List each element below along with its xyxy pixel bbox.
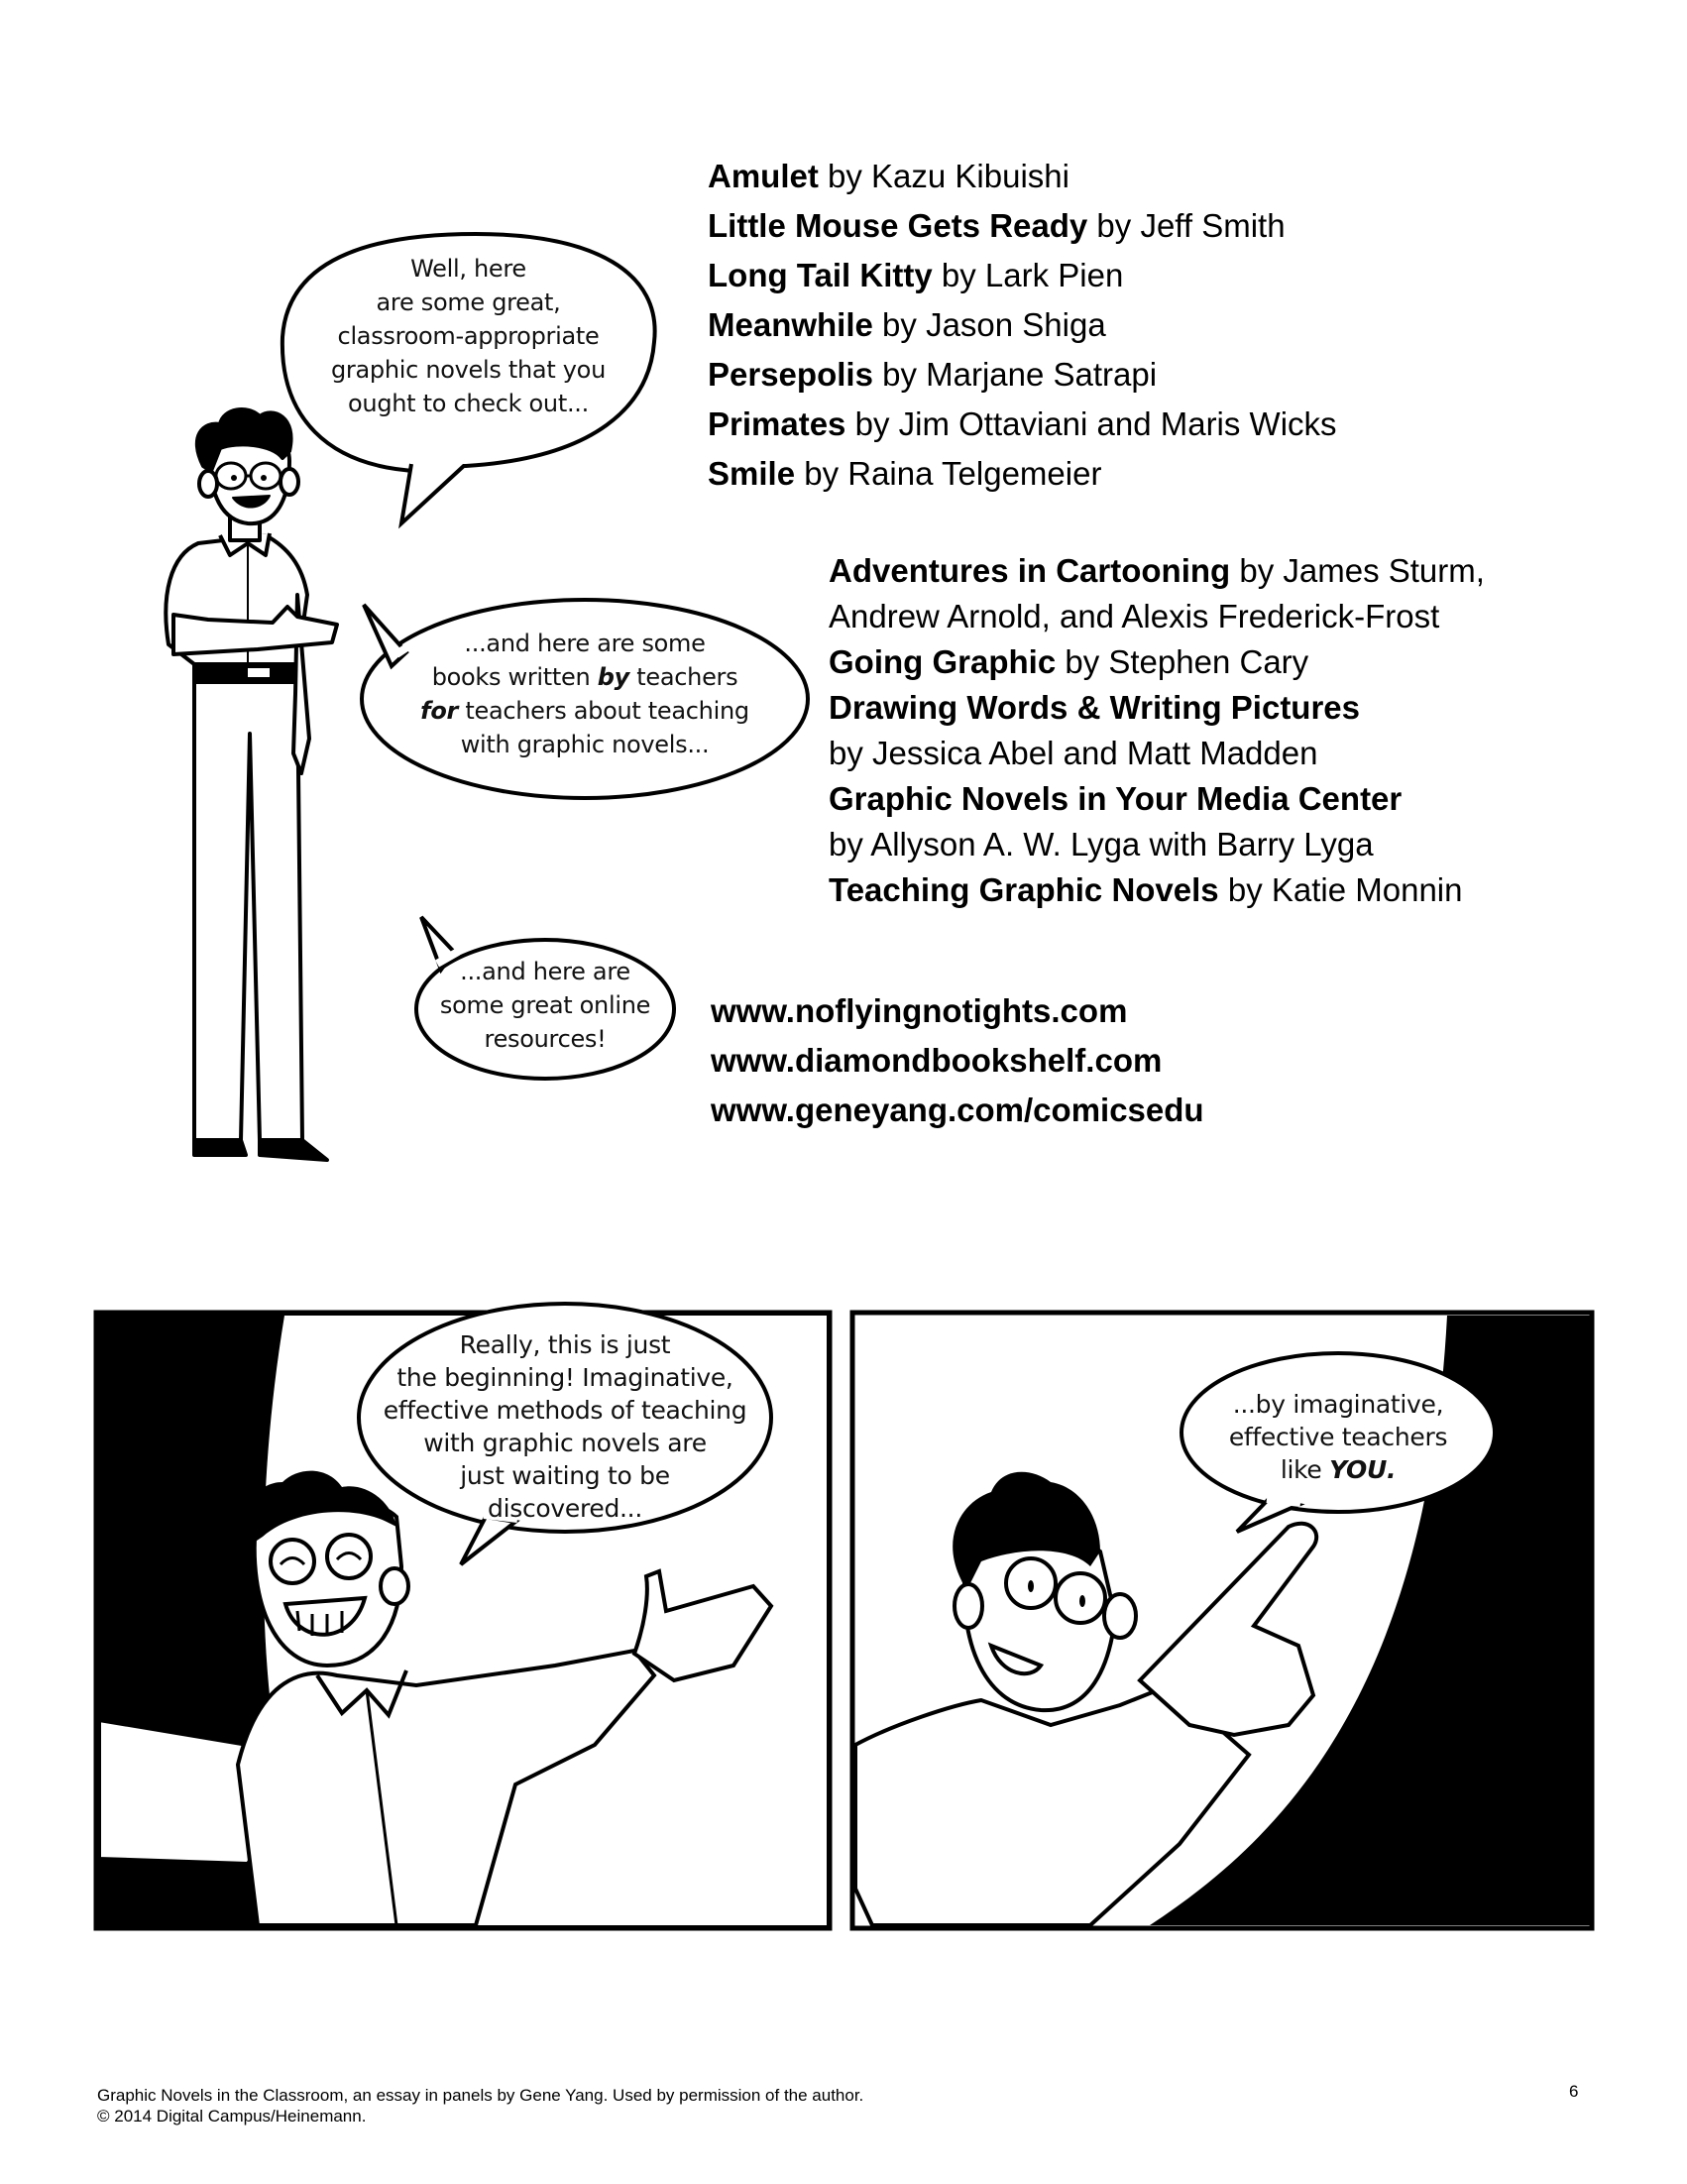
bubble-line: books written by teachers bbox=[431, 663, 738, 691]
list-item: Adventures in Cartooning by James Sturm, bbox=[829, 552, 1485, 589]
speech-bubble-2-text bbox=[372, 627, 798, 761]
bubble-line: ...and here are some bbox=[464, 630, 706, 657]
list-item: Amulet by Kazu Kibuishi bbox=[708, 158, 1069, 194]
bubble-line: with graphic novels... bbox=[460, 731, 710, 758]
list-item: Persepolis by Marjane Satrapi bbox=[708, 356, 1158, 393]
list-item: Drawing Words & Writing Pictures bbox=[829, 689, 1361, 726]
bubble-line: with graphic novels are bbox=[423, 1429, 707, 1457]
list-item: Little Mouse Gets Ready by Jeff Smith bbox=[708, 207, 1286, 244]
list-item-continuation: by Allyson A. W. Lyga with Barry Lyga bbox=[829, 826, 1374, 862]
list-item: Long Tail Kitty by Lark Pien bbox=[708, 257, 1124, 293]
list-item: Smile by Raina Telgemeier bbox=[708, 455, 1102, 492]
list-item: Teaching Graphic Novels by Katie Monnin bbox=[829, 871, 1463, 908]
bubble-line: resources! bbox=[484, 1025, 607, 1053]
resource-link[interactable]: www.geneyang.com/comicsedu bbox=[711, 1092, 1204, 1128]
bubble-line: ...by imaginative, bbox=[1232, 1390, 1444, 1419]
list-item: Going Graphic by Stephen Cary bbox=[829, 643, 1309, 680]
bubble-line: discovered... bbox=[488, 1494, 642, 1523]
bubble-line: for teachers about teaching bbox=[420, 697, 749, 725]
resource-link[interactable]: www.diamondbookshelf.com bbox=[711, 1042, 1163, 1079]
teacher-character-standing bbox=[166, 409, 337, 1160]
emphasis-you: YOU. bbox=[1329, 1455, 1397, 1484]
bubble-line: Well, here bbox=[410, 255, 526, 283]
bubble-line: some great online bbox=[439, 991, 651, 1019]
list-item: Graphic Novels in Your Media Center bbox=[829, 780, 1403, 817]
bubble-line: classroom-appropriate bbox=[337, 322, 600, 350]
bubble-line: are some great, bbox=[376, 288, 561, 316]
bubble-line: graphic novels that you bbox=[331, 356, 606, 384]
bubble-line: ought to check out... bbox=[348, 390, 589, 417]
resource-link[interactable]: www.noflyingnotights.com bbox=[711, 992, 1128, 1029]
list-item-continuation: by Jessica Abel and Matt Madden bbox=[829, 735, 1318, 771]
bubble-line: just waiting to be bbox=[460, 1461, 670, 1490]
list-item: Meanwhile by Jason Shiga bbox=[708, 306, 1106, 343]
graphic-novels-list bbox=[708, 152, 1337, 499]
teacher-books-list bbox=[829, 548, 1485, 913]
panel-2-bubble-text bbox=[1194, 1388, 1482, 1486]
copyright-line: © 2014 Digital Campus/Heinemann. bbox=[97, 2107, 367, 2126]
bubble-line: effective methods of teaching bbox=[383, 1396, 747, 1425]
speech-bubble-1-text bbox=[297, 252, 639, 420]
panel-1-bubble-text bbox=[367, 1328, 763, 1525]
bubble-line: ...and here are bbox=[460, 958, 630, 985]
bubble-line: Really, this is just bbox=[459, 1330, 671, 1359]
bubble-line: effective teachers bbox=[1228, 1423, 1448, 1451]
bubble-line: the beginning! Imaginative, bbox=[396, 1363, 733, 1392]
bubble-line: like YOU. bbox=[1280, 1455, 1397, 1484]
speech-bubble-3-text bbox=[416, 955, 674, 1056]
credit-line: Graphic Novels in the Classroom, an essay in panels by Gene Yang. Used by permission of the author. bbox=[97, 2086, 864, 2105]
emphasis-by: by bbox=[597, 663, 629, 691]
online-resources-list bbox=[711, 986, 1204, 1135]
list-item-continuation: Andrew Arnold, and Alexis Frederick-Frost bbox=[829, 598, 1440, 634]
page-number: 6 bbox=[1569, 2082, 1579, 2101]
list-item: Primates by Jim Ottaviani and Maris Wicks bbox=[708, 405, 1337, 442]
emphasis-for: for bbox=[420, 697, 459, 725]
footer-credits bbox=[97, 2085, 863, 2127]
